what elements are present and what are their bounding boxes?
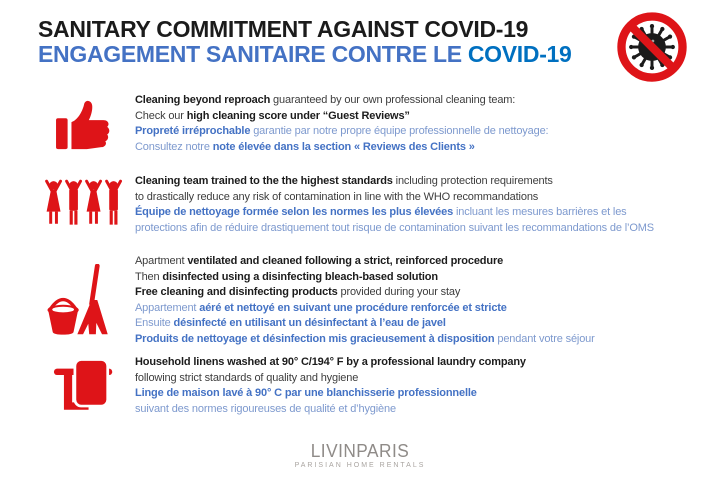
text-line-fr: Appartement aéré et nettoyé en suivant une procédure renforcée et stricte: [135, 301, 507, 314]
text-line-fr: Consultez notre note élevée dans la section « Reviews des Clients »: [135, 140, 475, 153]
section-trained-team: [38, 174, 654, 236]
text-line-en: to drastically reduce any risk of contamination in line with the WHO recommandations: [135, 190, 539, 203]
page-title: SANITARY COMMITMENT AGAINST COVID-19: [38, 16, 529, 42]
section-cleaning-quality: [38, 93, 548, 155]
logo-tagline: PARISIAN HOME RENTALS: [294, 462, 426, 469]
footer: [0, 441, 720, 469]
text-line-en: Free cleaning and disinfecting products provided during your stay: [135, 286, 461, 299]
text-line-fr: Propreté irréprochable garantie par notre propre équipe professionnelle de nettoyage:: [135, 125, 549, 138]
subtitle-fr-text: ENGAGEMENT SANITAIRE CONTRE LE: [38, 41, 462, 67]
bucket-broom-icon: [38, 264, 130, 338]
no-virus-icon: [615, 10, 689, 84]
section-cleaning-procedure: [38, 254, 595, 348]
header: [38, 17, 572, 67]
section-text: [135, 93, 548, 155]
thumbs-up-icon: [38, 97, 130, 151]
text-line-en: Cleaning team trained to the the highest standards including protection requirements: [135, 175, 553, 187]
text-line-en: following strict standards of quality and hygiene: [135, 371, 359, 384]
text-line-fr: Équipe de nettoyage formée selon les normes les plus élevées incluant les mesures barrières et les: [135, 206, 627, 219]
text-line-fr: Produits de nettoyage et désinfection mis gracieusement à disposition pendant votre séjour: [135, 332, 595, 345]
section-text: [135, 174, 654, 236]
text-line-fr: protections afin de réduire drastiquement tout risque de contamination suivant les recommandations de l’OMS: [135, 221, 654, 234]
text-line-fr: suivant des normes rigoureuses de qualité et d’hygiène: [135, 402, 396, 415]
subtitle-covid-text: COVID-19: [467, 41, 572, 67]
towel-icon: [38, 356, 130, 416]
cleaning-team-icon: [38, 179, 130, 232]
text-line-fr: Ensuite désinfecté en utilisant un désinfectant à l’eau de javel: [135, 317, 446, 330]
section-laundry: [38, 355, 526, 417]
section-text: [135, 254, 595, 348]
page-subtitle: [38, 42, 572, 67]
text-line-en: Cleaning beyond reproach guaranteed by our own professional cleaning team:: [135, 94, 516, 106]
livinparis-logo: LIVINPARIS: [310, 441, 410, 461]
text-line-en: Household linens washed at 90° C/194° F by a professional laundry company: [135, 356, 526, 368]
section-text: [135, 355, 526, 417]
text-line-en: Then disinfected using a disinfecting bleach-based solution: [135, 270, 438, 283]
text-line-en: Apartment ventilated and cleaned following a strict, reinforced procedure: [135, 255, 504, 267]
text-line-fr: Linge de maison lavé à 90° C par une blanchisserie professionnelle: [135, 387, 477, 400]
text-line-en: Check our high cleaning score under “Guest Reviews”: [135, 109, 410, 122]
